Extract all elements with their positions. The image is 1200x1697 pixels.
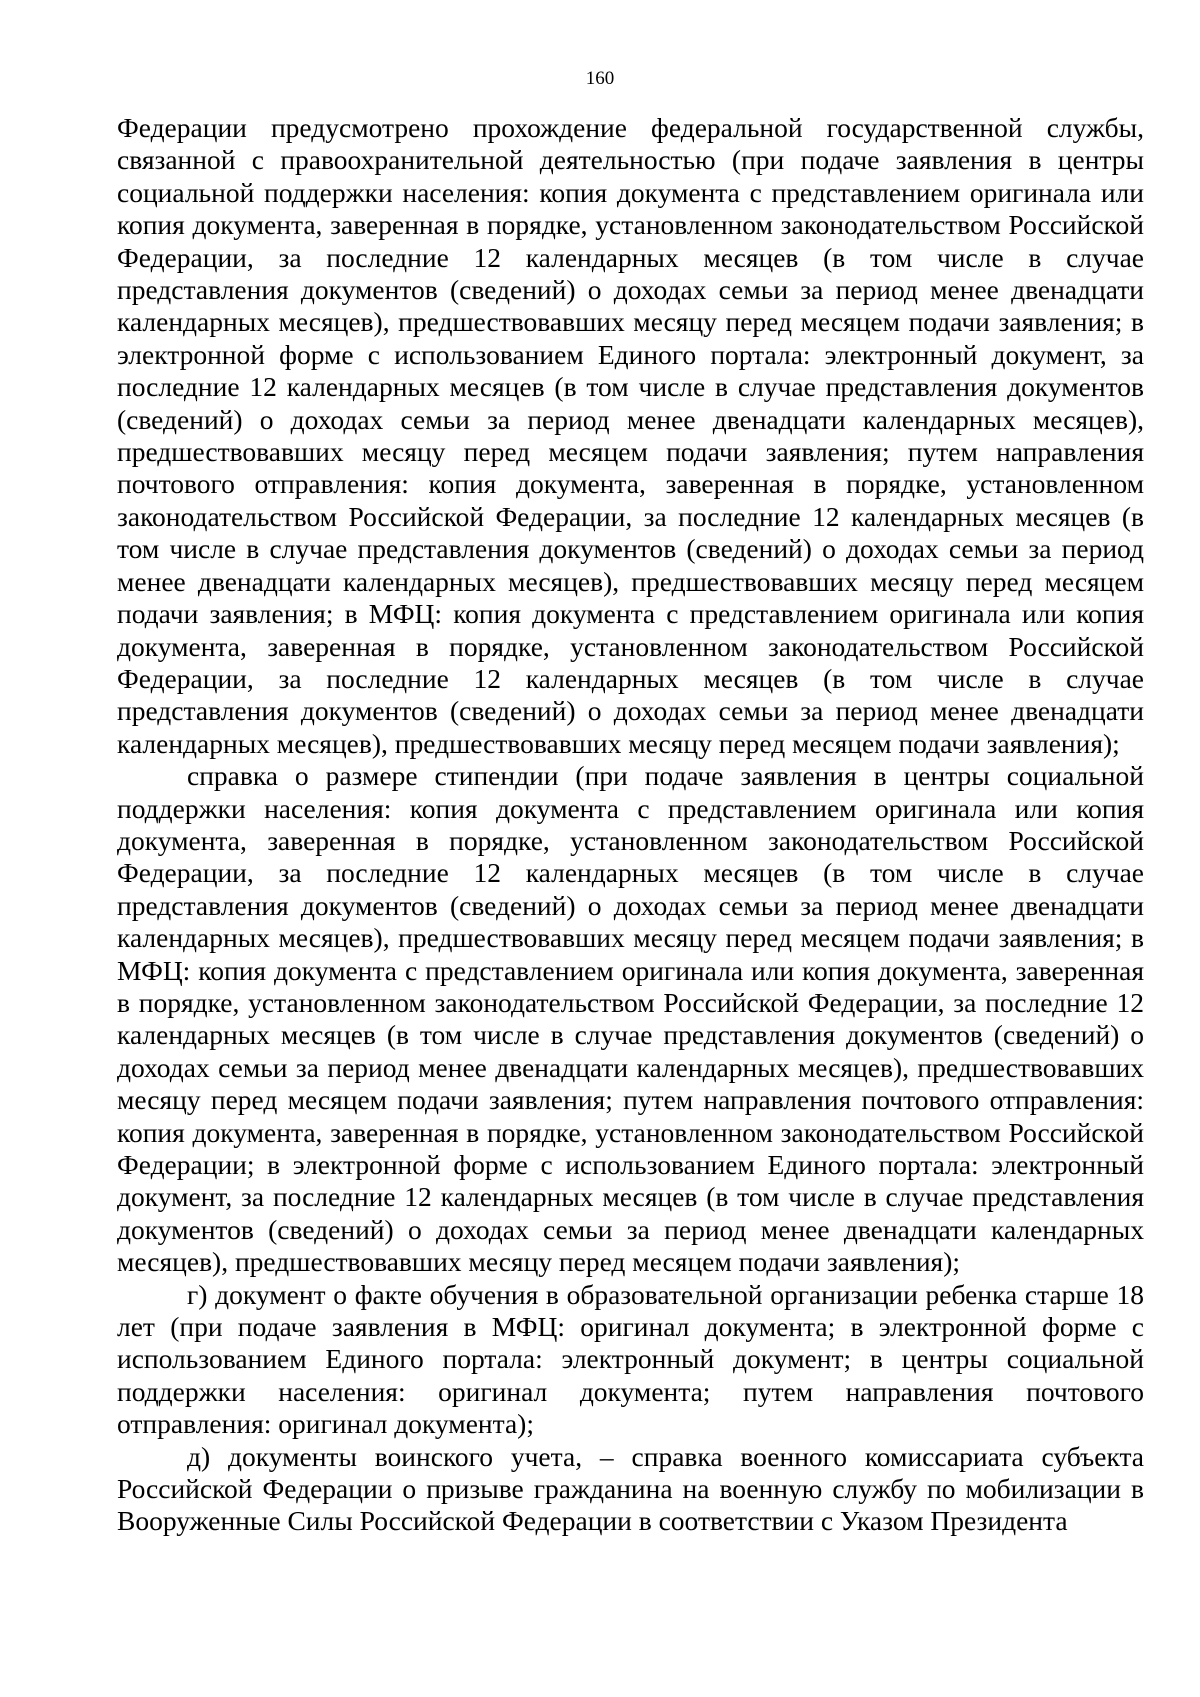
paragraph-item-d: д) документы воинского учета, – справка военного комиссариата субъекта Российской Федерации о призыве гражданина на военную службу по мобилизации в Вооруженные Силы Российской Федерации в соответствии с Указом Президента bbox=[117, 1440, 1144, 1537]
paragraph-item-g: г) документ о факте обучения в образовательной организации ребенка старше 18 лет (при подаче заявления в МФЦ: оригинал документа; в электронной форме с использованием Единого портала: электронный документ; в центры социальной поддержки населения: оригинал документа; путем направления почтового отправления: оригинал документа); bbox=[117, 1278, 1144, 1440]
document-body bbox=[117, 112, 1144, 1538]
page-number: 160 bbox=[585, 68, 615, 89]
paragraph-stipend-certificate: справка о размере стипендии (при подаче заявления в центры социальной поддержки населения: копия документа с представлением оригинала или копия документа, заверенная в порядке, установленном законодательством Российской Федерации, за последние 12 календарных месяцев (в том числе в случае представления документов (сведений) о доходах семьи за период менее двенадцати календарных месяцев), предшествовавших месяцу перед месяцем подачи заявления; в МФЦ: копия документа с представлением оригинала или копия документа, заверенная в порядке, установленном законодательством Российской Федерации, за последние 12 календарных месяцев (в том числе в случае представления документов (сведений) о доходах семьи за период менее двенадцати календарных месяцев), предшествовавших месяцу перед месяцем подачи заявления; путем направления почтового отправления: копия документа, заверенная в порядке, установленном законодательством Российской Федерации; в электронной форме с использованием Единого портала: электронный документ, за последние 12 календарных месяцев (в том числе в случае представления документов (сведений) о доходах семьи за период менее двенадцати календарных месяцев), предшествовавших месяцу перед месяцем подачи заявления); bbox=[117, 760, 1144, 1278]
paragraph-continuation: Федерации предусмотрено прохождение федеральной государственной службы, связанной с правоохранительной деятельностью (при подаче заявления в центры социальной поддержки населения: копия документа с представлением оригинала или копия документа, заверенная в порядке, установленном законодательством Российской Федерации, за последние 12 календарных месяцев (в том числе в случае представления документов (сведений) о доходах семьи за период менее двенадцати календарных месяцев), предшествовавших месяцу перед месяцем подачи заявления; в электронной форме с использованием Единого портала: электронный документ, за последние 12 календарных месяцев (в том числе в случае представления документов (сведений) о доходах семьи за период менее двенадцати календарных месяцев), предшествовавших месяцу перед месяцем подачи заявления; путем направления почтового отправления: копия документа, заверенная в порядке, установленном законодательством Российской Федерации, за последние 12 календарных месяцев (в том числе в случае представления документов (сведений) о доходах семьи за период менее двенадцати календарных месяцев), предшествовавших месяцу перед месяцем подачи заявления; в МФЦ: копия документа с представлением оригинала или копия документа, заверенная в порядке, установленном законодательством Российской Федерации, за последние 12 календарных месяцев (в том числе в случае представления документов (сведений) о доходах семьи за период менее двенадцати календарных месяцев), предшествовавших месяцу перед месяцем подачи заявления); bbox=[117, 112, 1144, 759]
